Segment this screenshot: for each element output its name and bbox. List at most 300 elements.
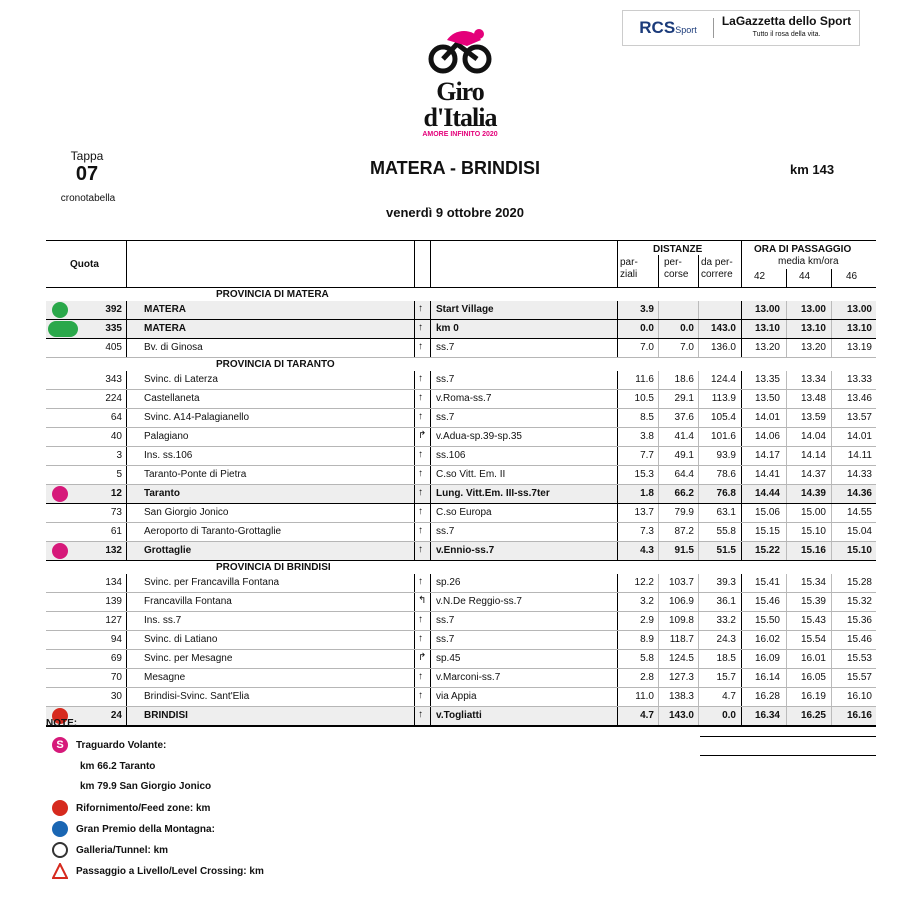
- time-42-cell: 13.10: [754, 323, 780, 334]
- da-percorrere-cell: 15.7: [716, 672, 736, 683]
- quota-cell: 3: [116, 450, 122, 461]
- time-42-cell: 16.02: [754, 634, 780, 645]
- table-row: [46, 688, 876, 707]
- da-percorrere-cell: 78.6: [716, 469, 736, 480]
- column-divider: [617, 631, 618, 649]
- column-divider: [831, 320, 832, 338]
- table-row: [46, 428, 876, 447]
- location-cell: Taranto: [144, 488, 180, 499]
- time-42-cell: 14.44: [754, 488, 780, 499]
- da-percorrere-cell: 143.0: [710, 323, 736, 334]
- sprint-icon: [52, 486, 68, 502]
- signature-line-2: [700, 755, 876, 756]
- column-divider: [126, 688, 127, 706]
- column-divider: [430, 339, 431, 357]
- ora-header: ORA DI PASSAGGIO: [754, 244, 852, 255]
- da-percorrere-cell: 136.0: [710, 342, 736, 353]
- parziali-cell: 4.3: [640, 545, 654, 556]
- percorse-cell: 0.0: [680, 323, 694, 334]
- parziali-cell: 7.7: [640, 450, 654, 461]
- parziali-cell: 10.5: [634, 393, 654, 404]
- column-divider: [414, 574, 415, 592]
- da-percorrere-cell: 4.7: [722, 691, 736, 702]
- parziali-cell: 15.3: [634, 469, 654, 480]
- da-percorrere-cell: 36.1: [716, 596, 736, 607]
- time-46-cell: 15.10: [846, 545, 872, 556]
- column-divider: [414, 612, 415, 630]
- column-divider: [741, 593, 742, 611]
- location-cell: Ins. ss.7: [144, 615, 182, 626]
- time-46-cell: 13.46: [846, 393, 872, 404]
- column-divider: [831, 301, 832, 319]
- quota-cell: 139: [105, 596, 122, 607]
- time-44-cell: 14.37: [800, 469, 826, 480]
- direction-arrow-icon: ↑: [418, 525, 423, 536]
- parziali-cell: 2.8: [640, 672, 654, 683]
- column-divider: [617, 390, 618, 408]
- da-percorrere-cell: 39.3: [716, 577, 736, 588]
- road-cell: ss.7: [436, 374, 455, 385]
- note-traguardo: [52, 737, 166, 753]
- column-divider: [126, 542, 127, 560]
- percorse-cell: 124.5: [668, 653, 694, 664]
- time-42-cell: 16.34: [754, 710, 780, 721]
- parziali-cell: 8.9: [640, 634, 654, 645]
- note-tunnel-label: Galleria/Tunnel: km: [76, 844, 169, 856]
- notes-heading: NOTE:: [46, 718, 78, 729]
- quota-header: Quota: [70, 259, 99, 270]
- percorse-cell: 138.3: [668, 691, 694, 702]
- time-44-cell: 15.39: [800, 596, 826, 607]
- table-row: [46, 320, 876, 339]
- column-divider: [831, 409, 832, 427]
- road-cell: ss.7: [436, 526, 455, 537]
- direction-arrow-icon: ↑: [418, 449, 423, 460]
- da-percorrere-cell: 33.2: [716, 615, 736, 626]
- column-divider: [698, 301, 699, 319]
- quota-cell: 61: [110, 526, 122, 537]
- giro-subtitle: AMORE INFINITO 2020: [422, 131, 498, 138]
- road-cell: v.Marconi-ss.7: [436, 672, 501, 683]
- column-divider: [430, 542, 431, 560]
- time-46-cell: 16.10: [846, 691, 872, 702]
- column-divider: [786, 447, 787, 465]
- quota-cell: 335: [105, 323, 122, 334]
- direction-arrow-icon: ↱: [418, 652, 427, 663]
- quota-cell: 70: [110, 672, 122, 683]
- percorse-header-2: corse: [664, 269, 689, 280]
- percorse-cell: 7.0: [680, 342, 694, 353]
- column-divider: [786, 542, 787, 560]
- column-divider: [741, 447, 742, 465]
- column-divider: [831, 466, 832, 484]
- location-cell: Grottaglie: [144, 545, 192, 556]
- time-44-cell: 15.10: [800, 526, 826, 537]
- sponsor-box: [622, 10, 860, 46]
- note-crossing: [52, 863, 264, 879]
- column-divider: [126, 574, 127, 592]
- time-46-cell: 14.55: [846, 507, 872, 518]
- column-divider: [741, 631, 742, 649]
- percorse-header: per-: [664, 257, 682, 268]
- column-divider: [658, 542, 659, 560]
- column-divider: [831, 523, 832, 541]
- table-row: [46, 612, 876, 631]
- column-divider: [786, 390, 787, 408]
- column-divider: [430, 428, 431, 446]
- column-divider: [831, 390, 832, 408]
- column-divider: [741, 707, 742, 725]
- parziali-cell: 7.3: [640, 526, 654, 537]
- direction-arrow-icon: ↑: [418, 411, 423, 422]
- da-percorrere-cell: 76.8: [716, 488, 736, 499]
- column-divider: [126, 390, 127, 408]
- da-percorrere-cell: 63.1: [716, 507, 736, 518]
- column-divider: [658, 301, 659, 319]
- time-46-cell: 13.00: [846, 304, 872, 315]
- road-cell: C.so Vitt. Em. II: [436, 469, 506, 480]
- column-divider: [741, 428, 742, 446]
- table-row: [46, 707, 876, 726]
- quota-cell: 127: [105, 615, 122, 626]
- road-cell: Lung. Vitt.Em. III-ss.7ter: [436, 488, 550, 499]
- column-divider: [741, 650, 742, 668]
- column-divider: [617, 371, 618, 389]
- road-cell: v.N.De Reggio-ss.7: [436, 596, 522, 607]
- road-cell: v.Ennio-ss.7: [436, 545, 495, 556]
- road-cell: v.Adua-sp.39-sp.35: [436, 431, 522, 442]
- time-46-cell: 16.16: [846, 710, 872, 721]
- rcs-sport-logo: RCSSport: [623, 18, 714, 38]
- time-42-cell: 14.41: [754, 469, 780, 480]
- column-divider: [786, 339, 787, 357]
- da-percorrere-cell: 93.9: [716, 450, 736, 461]
- time-44-cell: 14.14: [800, 450, 826, 461]
- stage-title: MATERA - BRINDISI: [370, 158, 540, 178]
- direction-arrow-icon: ↑: [418, 392, 423, 403]
- note-tunnel: [52, 842, 168, 858]
- column-divider: [786, 428, 787, 446]
- column-divider: [741, 574, 742, 592]
- time-44-cell: 14.39: [800, 488, 826, 499]
- column-divider: [617, 320, 618, 338]
- quota-cell: 69: [110, 653, 122, 664]
- time-42-cell: 13.50: [754, 393, 780, 404]
- column-divider: [430, 371, 431, 389]
- column-divider: [617, 485, 618, 503]
- da-percorrere-cell: 18.5: [716, 653, 736, 664]
- column-divider: [831, 688, 832, 706]
- percorse-cell: 143.0: [668, 710, 694, 721]
- parziali-cell: 3.8: [640, 431, 654, 442]
- quota-cell: 5: [116, 469, 122, 480]
- column-divider: [786, 485, 787, 503]
- direction-arrow-icon: ↑: [418, 633, 423, 644]
- column-divider: [741, 504, 742, 522]
- direction-arrow-icon: ↑: [418, 614, 423, 625]
- sprint-icon: [52, 543, 68, 559]
- column-divider: [831, 542, 832, 560]
- column-divider: [741, 523, 742, 541]
- parziali-cell: 4.7: [640, 710, 654, 721]
- speed-44-header: 44: [799, 271, 811, 282]
- parziali-cell: 5.8: [640, 653, 654, 664]
- column-divider: [414, 631, 415, 649]
- feed-zone-icon: [52, 800, 68, 816]
- column-divider: [741, 301, 742, 319]
- time-46-cell: 15.04: [846, 526, 872, 537]
- note-feed: [52, 800, 210, 816]
- level-crossing-icon: [52, 863, 68, 879]
- column-divider: [658, 574, 659, 592]
- time-42-cell: 14.06: [754, 431, 780, 442]
- stage-number: 07: [75, 163, 99, 185]
- time-42-cell: 15.46: [754, 596, 780, 607]
- column-divider: [414, 447, 415, 465]
- column-divider: [786, 612, 787, 630]
- column-divider: [786, 320, 787, 338]
- column-divider: [658, 593, 659, 611]
- time-42-cell: 14.01: [754, 412, 780, 423]
- column-divider: [831, 593, 832, 611]
- speed-42-header: 42: [754, 271, 766, 282]
- parziali-header-2: ziali: [620, 269, 638, 280]
- column-divider: [741, 612, 742, 630]
- road-cell: Start Village: [436, 304, 494, 315]
- road-cell: C.so Europa: [436, 507, 492, 518]
- quota-cell: 40: [110, 431, 122, 442]
- parziali-cell: 8.5: [640, 412, 654, 423]
- note-feed-label: Rifornimento/Feed zone: km: [76, 802, 211, 814]
- column-divider: [786, 466, 787, 484]
- time-46-cell: 14.01: [846, 431, 872, 442]
- percorse-cell: 29.1: [674, 393, 694, 404]
- percorse-cell: 66.2: [674, 488, 694, 499]
- column-divider: [617, 504, 618, 522]
- column-divider: [430, 485, 431, 503]
- column-divider: [126, 650, 127, 668]
- location-cell: Bv. di Ginosa: [144, 342, 203, 353]
- column-divider: [658, 447, 659, 465]
- time-42-cell: 14.17: [754, 450, 780, 461]
- column-divider: [741, 409, 742, 427]
- road-cell: ss.106: [436, 450, 466, 461]
- time-44-cell: 15.00: [800, 507, 826, 518]
- road-cell: km 0: [436, 323, 459, 334]
- column-divider: [617, 669, 618, 687]
- column-divider: [126, 466, 127, 484]
- column-divider: [658, 523, 659, 541]
- column-divider: [126, 428, 127, 446]
- column-divider: [658, 688, 659, 706]
- percorse-cell: 87.2: [674, 526, 694, 537]
- column-divider: [617, 574, 618, 592]
- time-44-cell: 13.20: [800, 342, 826, 353]
- column-divider: [430, 390, 431, 408]
- column-divider: [430, 504, 431, 522]
- column-divider: [831, 504, 832, 522]
- column-divider: [617, 707, 618, 725]
- time-44-cell: 16.25: [800, 710, 826, 721]
- note-gpm-label: Gran Premio della Montagna:: [76, 823, 215, 835]
- column-divider: [617, 428, 618, 446]
- percorse-cell: 91.5: [674, 545, 694, 556]
- sprint-icon: S: [52, 737, 68, 753]
- parziali-cell: 11.0: [635, 691, 654, 702]
- time-44-cell: 15.34: [800, 577, 826, 588]
- column-divider: [414, 466, 415, 484]
- quota-cell: 224: [105, 393, 122, 404]
- column-divider: [414, 301, 415, 319]
- quota-cell: 132: [105, 545, 122, 556]
- direction-arrow-icon: ↑: [418, 544, 423, 555]
- province-header: [46, 561, 876, 574]
- da-percorrere-cell: 51.5: [716, 545, 736, 556]
- road-cell: v.Roma-ss.7: [436, 393, 492, 404]
- location-cell: Aeroporto di Taranto-Grottaglie: [144, 526, 282, 537]
- column-divider: [658, 707, 659, 725]
- parziali-cell: 12.2: [634, 577, 654, 588]
- column-divider: [786, 688, 787, 706]
- quota-cell: 94: [110, 634, 122, 645]
- location-cell: Svinc. di Latiano: [144, 634, 218, 645]
- column-divider: [430, 523, 431, 541]
- time-46-cell: 13.19: [846, 342, 872, 353]
- road-cell: sp.45: [436, 653, 461, 664]
- column-divider: [414, 650, 415, 668]
- time-46-cell: 13.57: [846, 412, 872, 423]
- road-cell: ss.7: [436, 634, 455, 645]
- column-divider: [126, 301, 127, 319]
- province-header: [46, 358, 876, 371]
- stage-kind: cronotabella: [60, 193, 116, 204]
- column-divider: [658, 669, 659, 687]
- time-42-cell: 15.41: [754, 577, 780, 588]
- road-cell: v.Togliatti: [436, 710, 482, 721]
- column-divider: [430, 574, 431, 592]
- da-percorrere-cell: 0.0: [722, 710, 736, 721]
- percorse-cell: 127.3: [668, 672, 694, 683]
- column-divider: [430, 409, 431, 427]
- time-42-cell: 15.06: [754, 507, 780, 518]
- column-divider: [786, 574, 787, 592]
- column-divider: [414, 669, 415, 687]
- column-divider: [741, 371, 742, 389]
- parziali-cell: 11.6: [635, 374, 654, 385]
- column-divider: [831, 631, 832, 649]
- note-tv2: km 79.9 San Giorgio Jonico: [80, 781, 212, 792]
- location-cell: MATERA: [144, 323, 187, 334]
- column-divider: [658, 339, 659, 357]
- table-row: [46, 650, 876, 669]
- column-divider: [414, 504, 415, 522]
- road-cell: via Appia: [436, 691, 477, 702]
- column-divider: [786, 707, 787, 725]
- column-divider: [831, 612, 832, 630]
- km0-icon: [48, 321, 78, 337]
- column-divider: [126, 371, 127, 389]
- table-row: [46, 447, 876, 466]
- column-divider: [786, 669, 787, 687]
- column-divider: [126, 447, 127, 465]
- start-icon: [52, 302, 68, 318]
- column-divider: [430, 650, 431, 668]
- column-divider: [617, 409, 618, 427]
- stage-label: Tappa: [70, 149, 104, 163]
- column-divider: [831, 428, 832, 446]
- parziali-cell: 3.9: [640, 304, 654, 315]
- column-divider: [414, 593, 415, 611]
- time-46-cell: 15.57: [846, 672, 872, 683]
- column-divider: [831, 650, 832, 668]
- parziali-header: par-: [620, 257, 638, 268]
- location-cell: Palagiano: [144, 431, 189, 442]
- column-divider: [126, 409, 127, 427]
- direction-arrow-icon: ↑: [418, 690, 423, 701]
- time-44-cell: 16.19: [800, 691, 826, 702]
- column-divider: [414, 707, 415, 725]
- parziali-cell: 13.7: [634, 507, 654, 518]
- column-divider: [430, 320, 431, 338]
- cyclist-logo-icon: [425, 26, 495, 74]
- column-divider: [658, 612, 659, 630]
- column-divider: [741, 485, 742, 503]
- column-divider: [126, 504, 127, 522]
- signature-line-1: [700, 736, 876, 737]
- province-label: PROVINCIA DI TARANTO: [216, 359, 335, 370]
- note-gpm: [52, 821, 215, 837]
- giro-title: Giro d'Italia: [423, 77, 497, 132]
- time-42-cell: 13.35: [754, 374, 780, 385]
- location-cell: BRINDISI: [144, 710, 188, 721]
- media-header: media km/ora: [778, 256, 839, 267]
- table-row: [46, 669, 876, 688]
- column-divider: [414, 428, 415, 446]
- time-42-cell: 15.22: [754, 545, 780, 556]
- column-divider: [658, 428, 659, 446]
- column-divider: [831, 339, 832, 357]
- column-divider: [414, 688, 415, 706]
- column-divider: [414, 339, 415, 357]
- direction-arrow-icon: ↑: [418, 487, 423, 498]
- time-46-cell: 14.36: [846, 488, 872, 499]
- da-percorrere-header-2: correre: [701, 269, 733, 280]
- road-cell: ss.7: [436, 342, 455, 353]
- direction-arrow-icon: ↑: [418, 576, 423, 587]
- time-42-cell: 13.20: [754, 342, 780, 353]
- column-divider: [831, 669, 832, 687]
- location-cell: Svinc. di Laterza: [144, 374, 218, 385]
- column-divider: [617, 523, 618, 541]
- location-cell: Francavilla Fontana: [144, 596, 232, 607]
- table-row: [46, 574, 876, 593]
- road-cell: ss.7: [436, 615, 455, 626]
- column-divider: [741, 466, 742, 484]
- column-divider: [414, 409, 415, 427]
- province-label: PROVINCIA DI MATERA: [216, 289, 329, 300]
- column-divider: [430, 301, 431, 319]
- column-divider: [741, 390, 742, 408]
- quota-cell: 64: [110, 412, 122, 423]
- column-divider: [430, 447, 431, 465]
- column-divider: [741, 339, 742, 357]
- quota-cell: 392: [105, 304, 122, 315]
- column-divider: [658, 485, 659, 503]
- quota-cell: 30: [110, 691, 122, 702]
- time-44-cell: 15.54: [800, 634, 826, 645]
- time-46-cell: 14.11: [847, 450, 872, 461]
- table-row: [46, 339, 876, 358]
